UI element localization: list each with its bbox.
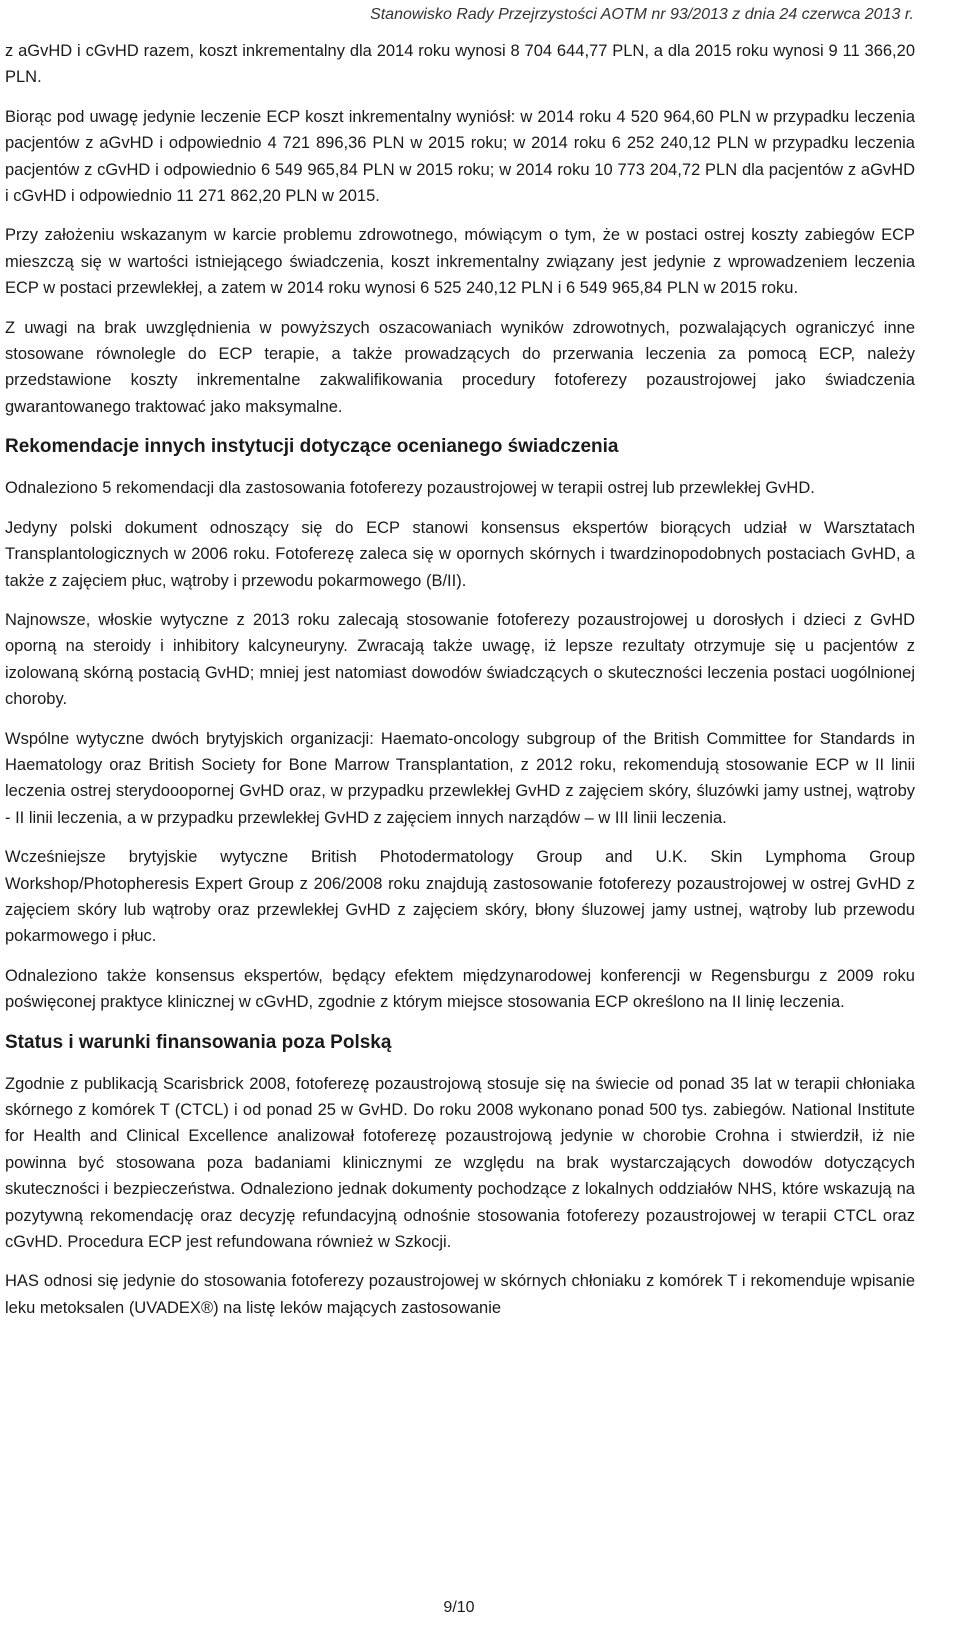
paragraph: Odnaleziono także konsensus ekspertów, będący efektem międzynarodowej konferencji w Regensburgu z 2009 roku poświęconej praktyce klinicznej w cGvHD, zgodnie z którym miejsce stosowania ECP określono na II linię leczenia. bbox=[5, 966, 915, 1012]
page-header: Stanowisko Rady Przejrzystości AOTM nr 93/2013 z dnia 24 czerwca 2013 r. bbox=[370, 6, 914, 23]
paragraph: z aGvHD i cGvHD razem, koszt inkrementalny dla 2014 roku wynosi 8 704 644,77 PLN, a dla 2015 roku wynosi 9 11 366,20 PLN. bbox=[5, 42, 915, 87]
paragraph: Wcześniejsze brytyjskie wytyczne British Photodermatology Group and U.K. Skin Lymphoma Group Workshop/Photopheresis Expert Group z 206/2008 roku znajdują zastosowanie fotoferezy pozaustrojowej w ostrej GvHD z zajęciem skóry lub wątroby oraz przewlekłej GvHD z zajęciem skóry, błony śluzowej jamy ustnej, wątroby lub przewodu pokarmowego i płuc. bbox=[5, 848, 915, 946]
section-heading-financing-status: Status i warunki finansowania poza Polską bbox=[5, 1031, 392, 1053]
page-number: 9/10 bbox=[443, 1599, 475, 1616]
document-body bbox=[5, 38, 915, 1334]
paragraph: Zgodnie z publikacją Scarisbrick 2008, fotoferezę pozaustrojową stosuje się na świecie od ponad 35 lat w terapii chłoniaka skórnego z komórek T (CTCL) i od ponad 25 w GvHD. Do roku 2008 wykonano ponad 500 tys. zabiegów. National Institute for Health and Clinical Excellence analizował fotoferezę pozaustrojową jedynie w chorobie Crohna i stwierdził, iż nie powinna być stosowana poza badaniami klinicznymi ze względu na brak wystarczających dowodów dotyczących skuteczności i bezpieczeństwa. Odnaleziono jednak dokumenty pochodzące z lokalnych oddziałów NHS, które wskazują na pozytywną rekomendację oraz decyzję refundacyjną odnośnie stosowania fotoferezy pozaustrojowej w terapii CTCL oraz cGvHD. Procedura ECP jest refundowana również w Szkocji. bbox=[5, 1074, 915, 1252]
paragraph: HAS odnosi się jedynie do stosowania fotoferezy pozaustrojowej w skórnych chłoniaku z komórek T i rekomenduje wpisanie leku metoksalen (UVADEX®) na listę leków mających zastosowanie bbox=[5, 1272, 915, 1317]
paragraph: Najnowsze, włoskie wytyczne z 2013 roku zalecają stosowanie fotoferezy pozaustrojowej u dorosłych i dzieci z GvHD oporną na steroidy i inhibitory kalcyneuryny. Zwracają także uwagę, iż lepsze rezultaty otrzymuje się u pacjentów z izolowaną skórną postacią GvHD; mniej jest natomiast dowodów świadczących o skuteczności leczenia postaci uogólnionej choroby. bbox=[5, 610, 915, 709]
paragraph: Odnaleziono 5 rekomendacji dla zastosowania fotoferezy pozaustrojowej w terapii ostrej lub przewlekłej GvHD. bbox=[5, 479, 815, 498]
paragraph: Przy założeniu wskazanym w karcie problemu zdrowotnego, mówiącym o tym, że w postaci ostrej koszty zabiegów ECP mieszczą się w wartości istniejącego świadczenia, koszt inkrementalny związany jest jedynie z wprowadzeniem leczenia ECP w postaci przewlekłej, a zatem w 2014 roku wynosi 6 525 240,12 PLN i 6 549 965,84 PLN w 2015 roku. bbox=[5, 226, 915, 298]
paragraph: Z uwagi na brak uwzględnienia w powyższych oszacowaniach wyników zdrowotnych, pozwalających ograniczyć inne stosowane równolegle do ECP terapie, a także prowadzących do przerwania leczenia za pomocą ECP, należy przedstawione koszty inkrementalne zakwalifikowania procedury fotoferezy pozaustrojowej jako świadczenia gwarantowanego traktować jako maksymalne. bbox=[5, 318, 915, 416]
paragraph: Jedyny polski dokument odnoszący się do ECP stanowi konsensus ekspertów biorących udział w Warsztatach Transplantologicznych w 2006 roku. Fotoferezę zaleca się w opornych skórnych i twardzinopodobnych postaciach GvHD, a także z zajęciem płuc, wątroby i przewodu pokarmowego (B/II). bbox=[5, 518, 915, 590]
paragraph: Wspólne wytyczne dwóch brytyjskich organizacji: Haemato-oncology subgroup of the British Committee for Standards in Haematology oraz British Society for Bone Marrow Transplantation, z 2012 roku, rekomendują stosowanie ECP w II linii leczenia ostrej sterydooopornej GvHD oraz, w przypadku przewlekłej GvHD z zajęciem skóry, śluzówki jamy ustnej, wątroby - II linii leczenia, a w przypadku przewlekłej GvHD z zajęciem innych narządów – w III linii leczenia. bbox=[5, 729, 915, 827]
section-heading-recommendations: Rekomendacje innych instytucji dotyczące ocenianego świadczenia bbox=[5, 436, 619, 458]
paragraph: Biorąc pod uwagę jedynie leczenie ECP koszt inkrementalny wyniósł: w 2014 roku 4 520 964,60 PLN w przypadku leczenia pacjentów z aGvHD i odpowiednio 4 721 896,36 PLN w 2015 roku; w 2014 roku 6 252 240,12 PLN w przypadku leczenia pacjentów z cGvHD i odpowiednio 6 549 965,84 PLN w 2015 roku; w 2014 roku 10 773 204,72 PLN dla pacjentów z aGvHD i cGvHD i odpowiednio 11 271 862,20 PLN w 2015. bbox=[5, 107, 915, 206]
